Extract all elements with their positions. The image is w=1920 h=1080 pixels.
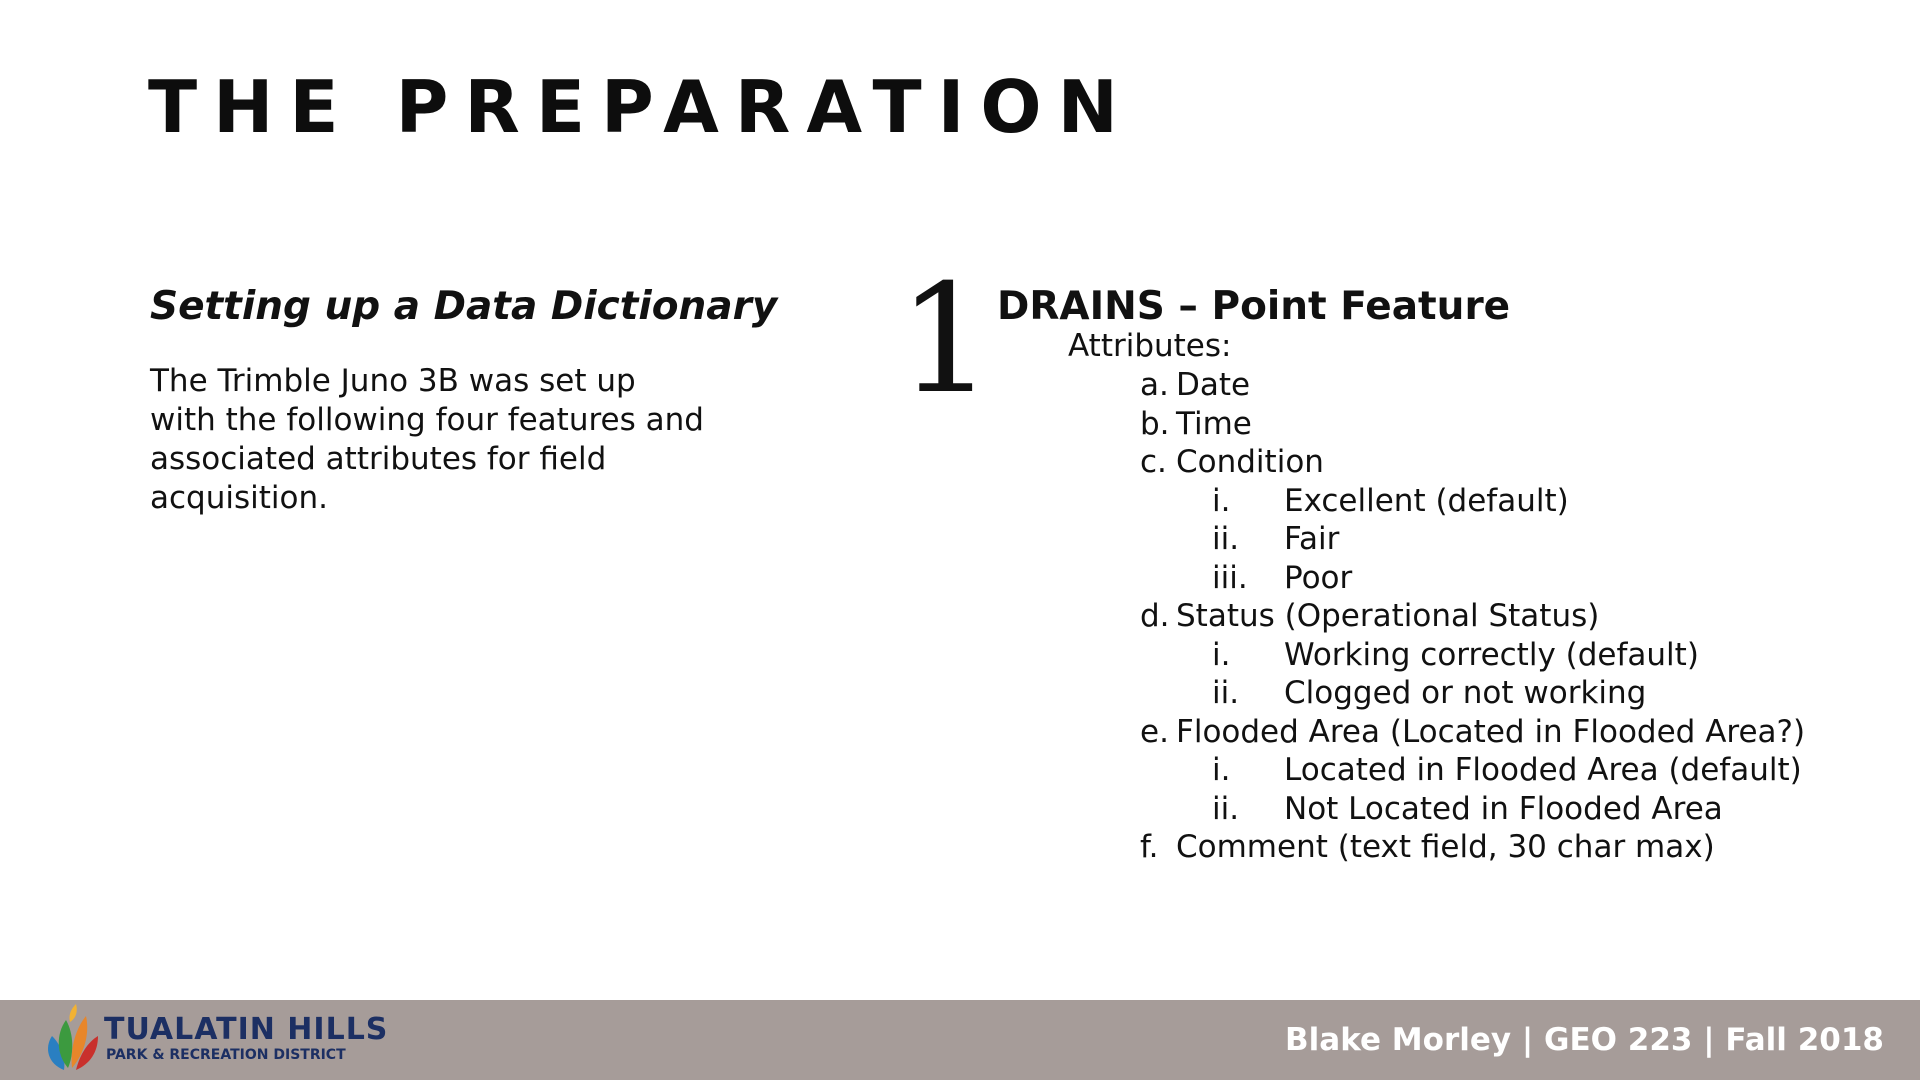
option-label: Located in Flooded Area (default) (1284, 752, 1802, 788)
attribute-label: Status (Operational Status) (1176, 598, 1600, 634)
attribute-list (1140, 366, 1805, 867)
option-marker: i. (1212, 752, 1231, 788)
logo-name: TUALATIN HILLS (104, 1012, 389, 1047)
attribute-option (1140, 790, 1805, 829)
attribute-label: Date (1176, 367, 1251, 403)
attribute-label: Condition (1176, 444, 1324, 480)
option-marker: iii. (1212, 559, 1248, 596)
option-marker: ii. (1212, 790, 1240, 827)
option-label: Clogged or not working (1284, 675, 1647, 711)
attribute-item (1140, 713, 1805, 829)
attribute-label: Flooded Area (Located in Flooded Area?) (1176, 713, 1806, 750)
attribute-option-list (1140, 482, 1805, 598)
attribute-option (1140, 559, 1805, 598)
attribute-marker: e. (1140, 713, 1169, 750)
option-marker: ii. (1212, 675, 1240, 711)
attribute-marker: b. (1140, 405, 1170, 442)
feature-heading: DRAINS – Point Feature (997, 284, 1511, 329)
slide-title: THE PREPARATION (148, 65, 1134, 149)
option-label: Working correctly (default) (1284, 636, 1699, 673)
attribute-option (1140, 482, 1805, 521)
attribute-option (1140, 674, 1805, 713)
attribute-option (1140, 636, 1805, 675)
option-label: Poor (1284, 559, 1353, 596)
option-marker: i. (1212, 482, 1231, 519)
attribute-row (1140, 597, 1805, 636)
feature-number: 1 (898, 253, 994, 427)
attribute-row (1140, 828, 1805, 867)
footer-bar (0, 1000, 1920, 1080)
logo-subtitle: PARK & RECREATION DISTRICT (106, 1047, 346, 1063)
attribute-label: Comment (text field, 30 char max) (1176, 829, 1715, 865)
attribute-row (1140, 366, 1805, 405)
attribute-row (1140, 713, 1805, 752)
attribute-option (1140, 520, 1805, 559)
attribute-item (1140, 405, 1805, 444)
option-label: Fair (1284, 521, 1340, 557)
attribute-marker: a. (1140, 367, 1169, 403)
attribute-item (1140, 828, 1805, 867)
attribute-option-list (1140, 636, 1805, 713)
district-logo (42, 1004, 402, 1076)
attribute-marker: d. (1140, 598, 1170, 634)
section-description: The Trimble Juno 3B was set up with the following four features and associated attributes for field acquisition. (150, 363, 704, 516)
section-heading: Setting up a Data Dictionary (150, 284, 778, 329)
attribute-marker: f. (1140, 829, 1159, 865)
attribute-label: Time (1176, 405, 1252, 442)
attribute-option (1140, 751, 1805, 790)
attribute-item (1140, 597, 1805, 713)
option-marker: ii. (1212, 521, 1240, 557)
attributes-label: Attributes: (1068, 328, 1232, 364)
attribute-row (1140, 405, 1805, 444)
attribute-row (1140, 443, 1805, 482)
footer-credit: Blake Morley | GEO 223 | Fall 2018 (1285, 1022, 1884, 1058)
attribute-marker: c. (1140, 444, 1167, 480)
option-label: Excellent (default) (1284, 482, 1569, 519)
leaf-logo-icon (42, 1004, 100, 1072)
attribute-item (1140, 443, 1805, 597)
attribute-item (1140, 366, 1805, 405)
option-marker: i. (1212, 636, 1231, 673)
attribute-option-list (1140, 751, 1805, 828)
option-label: Not Located in Flooded Area (1284, 790, 1723, 827)
